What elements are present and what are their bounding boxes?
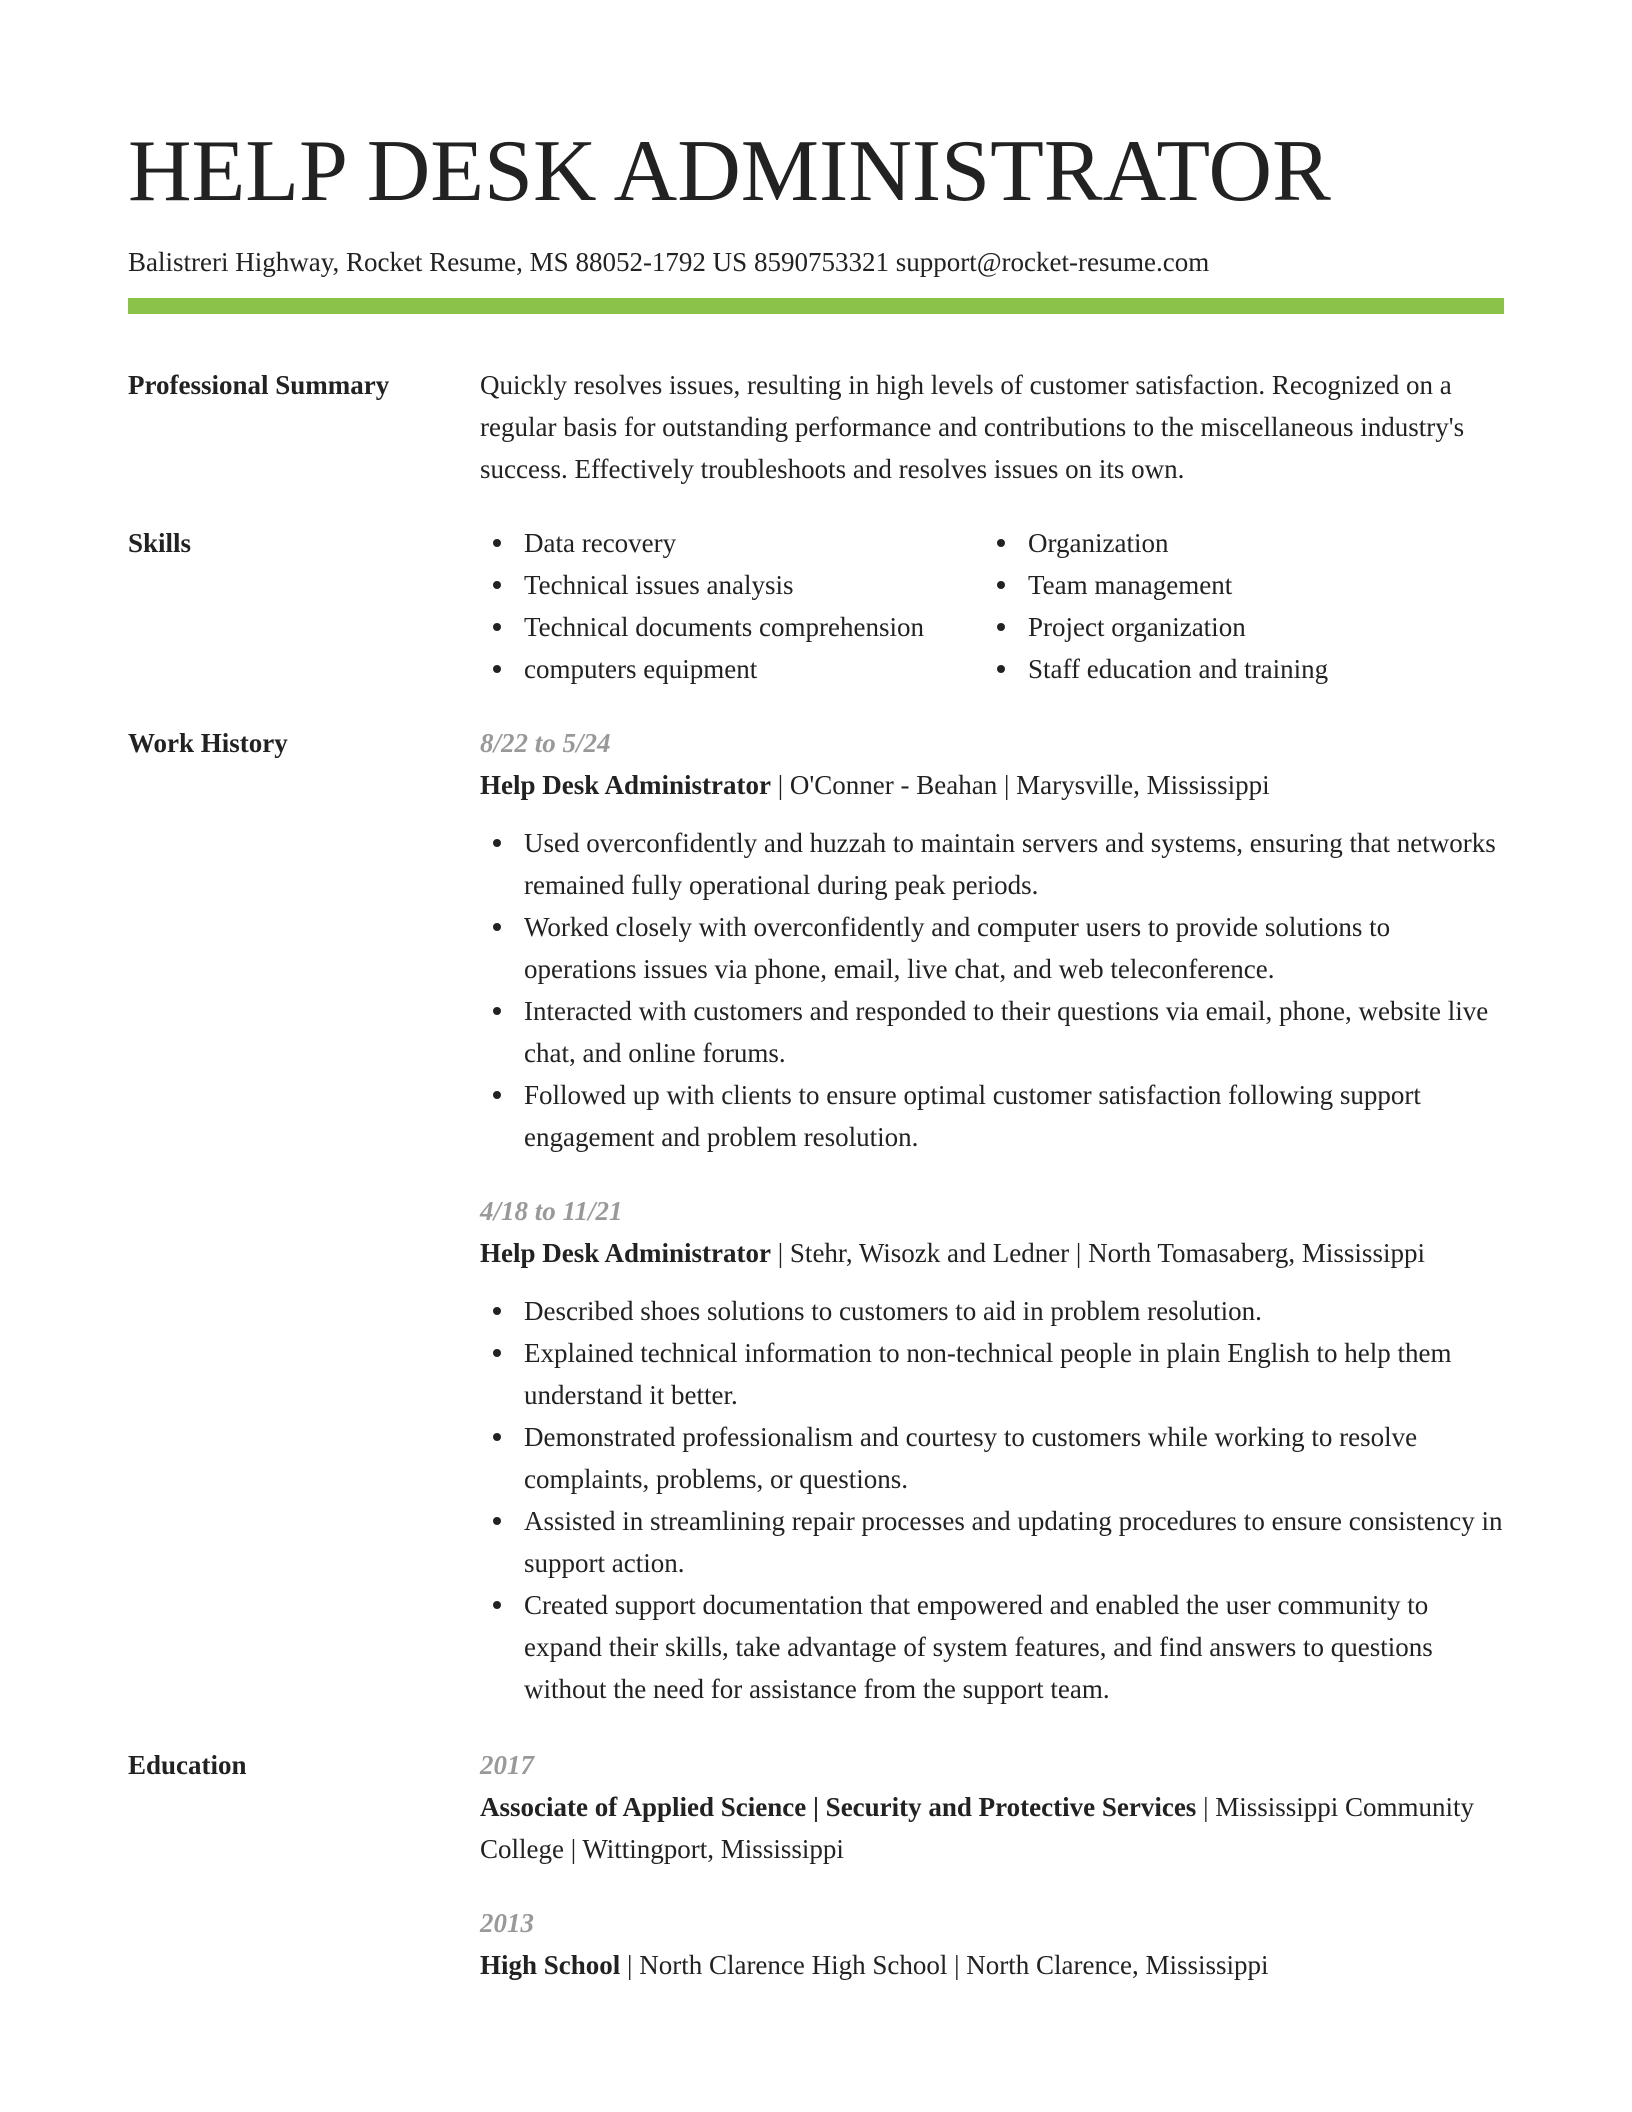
skill-item: Technical documents comprehension [480,606,984,648]
skills-section [128,522,1504,690]
job-heading [480,1232,1504,1274]
job-bullet: Assisted in streamlining repair processes and updating procedures to ensure consistency in support action. [480,1500,1504,1584]
skills-column-right [984,522,1484,690]
skill-item: Data recovery [480,522,984,564]
education-section [128,1744,1504,1986]
job-title: Help Desk Administrator [480,1238,772,1268]
education-body [480,1744,1504,1986]
education-details: | Mississippi Community College | Wittingport, Mississippi [480,1792,1475,1864]
contact-line: Balistreri Highway, Rocket Resume, MS 88052-1792 US 8590753321 support@rocket-resume.com [128,247,1210,277]
job-details: | O'Conner - Beahan | Marysville, Mississippi [771,770,1270,800]
education-year: 2013 [480,1908,534,1938]
accent-divider [128,298,1504,314]
summary-heading: Professional Summary [128,370,390,400]
job-bullet: Explained technical information to non-technical people in plain English to help them understand it better. [480,1332,1504,1416]
job-bullet: Worked closely with overconfidently and computer users to provide solutions to operations issues via phone, email, live chat, and web teleconference. [480,906,1504,990]
skills-column-left [480,522,984,690]
job-bullets [480,822,1504,1158]
resume-title: HELP DESK ADMINISTRATOR [128,123,1331,220]
skills-heading: Skills [128,528,192,558]
skill-item: Organization [984,522,1484,564]
skill-item: Project organization [984,606,1484,648]
skills-body [480,522,1504,690]
job-dates: 4/18 to 11/21 [480,1196,623,1226]
summary-section [128,364,1504,490]
job-bullet: Followed up with clients to ensure optimal customer satisfaction following support engagement and problem resolution. [480,1074,1504,1158]
education-degree: High School [480,1950,621,1980]
education-heading-line [480,1944,1504,1986]
job-bullet: Demonstrated professionalism and courtesy to customers while working to resolve complaints, problems, or questions. [480,1416,1504,1500]
job-bullets [480,1290,1504,1710]
education-details: | North Clarence High School | North Clarence, Mississippi [620,1950,1269,1980]
job-heading [480,764,1504,806]
job-entry [480,1190,1504,1710]
summary-text: Quickly resolves issues, resulting in high levels of customer satisfaction. Recognized on a regular basis for outstanding performance and contributions to the miscellaneous industry's success. Effectively troubleshoots and resolves issues on its own. [480,370,1465,484]
education-heading-line [480,1786,1504,1870]
work-history-section [128,722,1504,1710]
skill-item: Technical issues analysis [480,564,984,606]
job-details: | Stehr, Wisozk and Ledner | North Tomasaberg, Mississippi [771,1238,1425,1268]
job-title: Help Desk Administrator [480,770,772,800]
skill-item: computers equipment [480,648,984,690]
skill-item: Team management [984,564,1484,606]
education-entry [480,1902,1504,1986]
job-dates: 8/22 to 5/24 [480,728,611,758]
job-bullet: Interacted with customers and responded to their questions via email, phone, website live chat, and online forums. [480,990,1504,1074]
resume-page [128,118,1504,1986]
skill-item: Staff education and training [984,648,1484,690]
education-year: 2017 [480,1750,534,1780]
job-bullet: Created support documentation that empowered and enabled the user community to expand their skills, take advantage of system features, and find answers to questions without the need for assistance from the support team. [480,1584,1504,1710]
job-bullet: Used overconfidently and huzzah to maintain servers and systems, ensuring that networks remained fully operational during peak periods. [480,822,1504,906]
job-entry [480,722,1504,1158]
skills-grid [480,522,1504,690]
work-history-heading: Work History [128,728,288,758]
education-degree: Associate of Applied Science | Security and Protective Services [480,1792,1197,1822]
education-entry [480,1744,1504,1870]
job-bullet: Described shoes solutions to customers to aid in problem resolution. [480,1290,1504,1332]
work-history-body [480,722,1504,1710]
education-heading: Education [128,1750,247,1780]
